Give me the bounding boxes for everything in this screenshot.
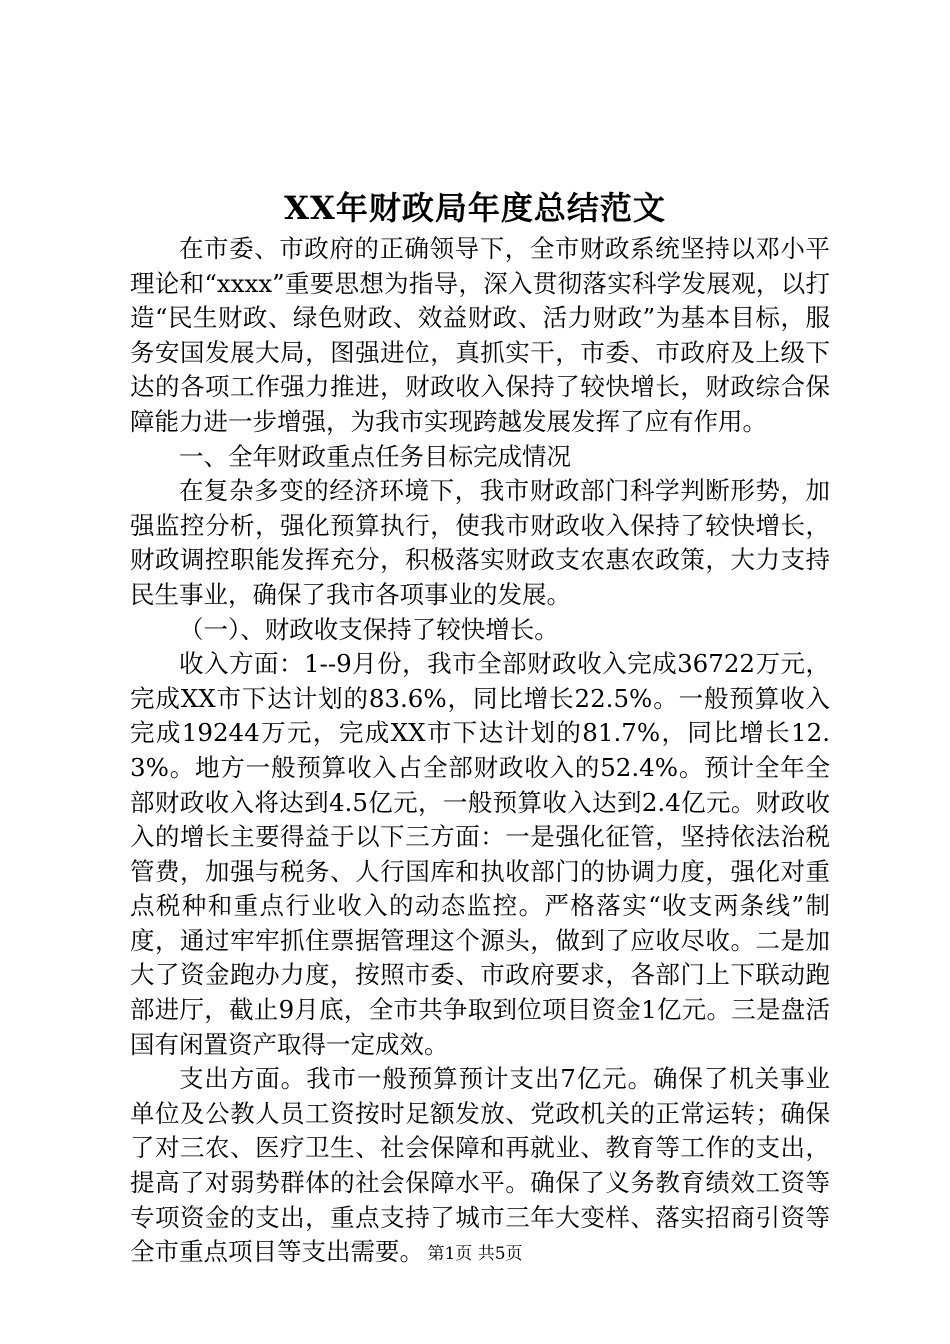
document-title: XX年财政局年度总结范文 [284, 189, 666, 227]
expenditure-paragraph: 支出方面。我市一般预算预计支出7亿元。确保了机关事业单位及公教人员工资按时足额发放、党政机关的正常运转；确保了对三农、医疗卫生、社会保障和再就业、教育等工作的支出，提高了对弱势群体的社会保障水平。确保了义务教育绩效工资等专项资金的支出，重点支持了城市三年大变样、落实招商引资等全市重点项目等支出需要。 [130, 1064, 830, 1267]
page-number: 第1页 共5页 [427, 1244, 523, 1264]
section-paragraph-1: 在复杂多变的经济环境下，我市财政部门科学判断形势，加强监控分析，强化预算执行，使我市财政收入保持了较快增长，财政调控职能发挥充分，积极落实财政支农惠农政策，大力支持民生事业，确保了我市各项事业的发展。 [130, 476, 830, 609]
intro-paragraph: 在市委、市政府的正确领导下，全市财政系统坚持以邓小平理论和“xxxx”重要思想为指导，深入贯彻落实科学发展观，以打造“民生财政、绿色财政、效益财政、活力财政”为基本目标，服务安国发展大局，图强进位，真抓实干，市委、市政府及上级下达的各项工作强力推进，财政收入保持了较快增长，财政综合保障能力进一步增强，为我市实现跨越发展发挥了应有作用。 [130, 234, 830, 436]
subsection-heading-1: （一）、财政收支保持了较快增长。 [179, 614, 559, 644]
section-heading-1: 一、全年财政重点任务目标完成情况 [179, 441, 571, 471]
income-paragraph: 收入方面：1--9月份，我市全部财政收入完成36722万元，完成XX市下达计划的83.6%，同比增长22.5%。一般预算收入完成19244万元，完成XX市下达计划的81.7%，同比增长12.3%。地方一般预算收入占全部财政收入的52.4%。预计全年全部财政收入将达到4.5亿元，一般预算收入达到2.4亿元。财政收入的增长主要得益于以下三方面：一是强化征管，坚持依法治税管费，加强与税务、人行国库和执收部门的协调力度，强化对重点税种和重点行业收入的动态监控。严格落实“收支两条线”制度，通过牢牢抓住票据管理这个源头，做到了应收尽收。二是加大了资金跑办力度，按照市委、市政府要求，各部门上下联动跑部进厅，截止9月底，全市共争取到位项目资金1亿元。三是盘活国有闲置资产取得一定成效。 [130, 649, 830, 1059]
document-body [130, 232, 830, 1270]
